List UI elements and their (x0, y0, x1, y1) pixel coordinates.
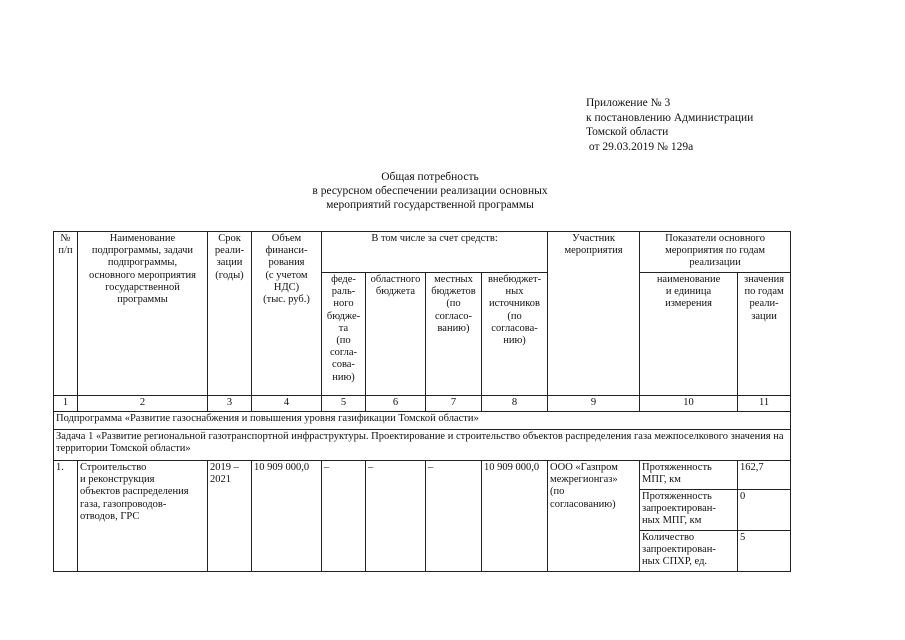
col-number: 5 (322, 396, 366, 412)
header-participant: Участник мероприятия (548, 232, 640, 396)
indicator-name: Протяженность запроектирован- ных МПГ, км (640, 490, 738, 531)
appendix-line-2: к постановлению Администрации (586, 111, 754, 124)
indicator-name: Протяженность МПГ, км (640, 461, 738, 490)
appendix-header (586, 96, 753, 154)
col-number: 8 (482, 396, 548, 412)
header-num: № п/п (54, 232, 78, 396)
header-federal: феде- раль- ного бюдже- та (по согла- сова- нию) (322, 273, 366, 396)
document-title (230, 170, 630, 212)
col-number: 10 (640, 396, 738, 412)
title-line-1: Общая потребность (381, 171, 479, 183)
header-row-1 (54, 232, 791, 273)
appendix-line-4: от 29.03.2019 № 129а (586, 140, 694, 153)
title-line-3: мероприятий государственной программы (326, 199, 534, 211)
task-cell: Задача 1 «Развитие региональной газотранспортной инфраструктуры. Проектирование и строительство объектов распределения газа межпоселкового значения на территории Томской области» (54, 430, 791, 461)
column-numbers-row (54, 396, 791, 412)
row-extra: 10 909 000,0 (482, 461, 548, 572)
appendix-line-1: Приложение № 3 (586, 97, 671, 109)
header-term: Срок реали- зации (годы) (208, 232, 252, 396)
row-term: 2019 – 2021 (208, 461, 252, 572)
row-local: – (426, 461, 482, 572)
col-number: 9 (548, 396, 640, 412)
row-federal: – (322, 461, 366, 572)
row-num: 1. (54, 461, 78, 572)
header-extra: внебюджет- ных источников (по согласова- нию) (482, 273, 548, 396)
indicator-name: Количество запроектирован- ных СПХР, ед. (640, 531, 738, 572)
header-regional: областного бюджета (366, 273, 426, 396)
header-volume: Объем финанси- рования (с учетом НДС) (тыс. руб.) (252, 232, 322, 396)
indicator-value: 162,7 (738, 461, 791, 490)
row-regional: – (366, 461, 426, 572)
header-name: Наименование подпрограммы, задачи подпрограммы, основного мероприятия государственной программы (78, 232, 208, 396)
appendix-line-3: Томской области (586, 126, 669, 138)
subprogram-cell: Подпрограмма «Развитие газоснабжения и повышения уровня газификации Томской области» (54, 412, 791, 430)
table-row (54, 461, 791, 490)
indicator-value: 5 (738, 531, 791, 572)
col-number: 4 (252, 396, 322, 412)
col-number: 3 (208, 396, 252, 412)
row-volume: 10 909 000,0 (252, 461, 322, 572)
header-including: В том числе за счет средств: (322, 232, 548, 273)
header-indicator-name: наименование и единица измерения (640, 273, 738, 396)
task-row (54, 430, 791, 461)
row-name: Строительство и реконструкция объектов распределения газа, газопроводов- отводов, ГРС (78, 461, 208, 572)
subprogram-row (54, 412, 791, 430)
header-indicators: Показатели основного мероприятия по годам реализации (640, 232, 791, 273)
row-participant: ООО «Газпром межрегионгаз» (по согласованию) (548, 461, 640, 572)
col-number: 11 (738, 396, 791, 412)
indicator-value: 0 (738, 490, 791, 531)
header-indicator-values: значения по годам реали- зации (738, 273, 791, 396)
header-local: местных бюджетов (по согласо- ванию) (426, 273, 482, 396)
title-line-2: в ресурсном обеспечении реализации основных (312, 185, 548, 197)
resource-table (53, 231, 791, 572)
col-number: 2 (78, 396, 208, 412)
col-number: 1 (54, 396, 78, 412)
col-number: 6 (366, 396, 426, 412)
col-number: 7 (426, 396, 482, 412)
